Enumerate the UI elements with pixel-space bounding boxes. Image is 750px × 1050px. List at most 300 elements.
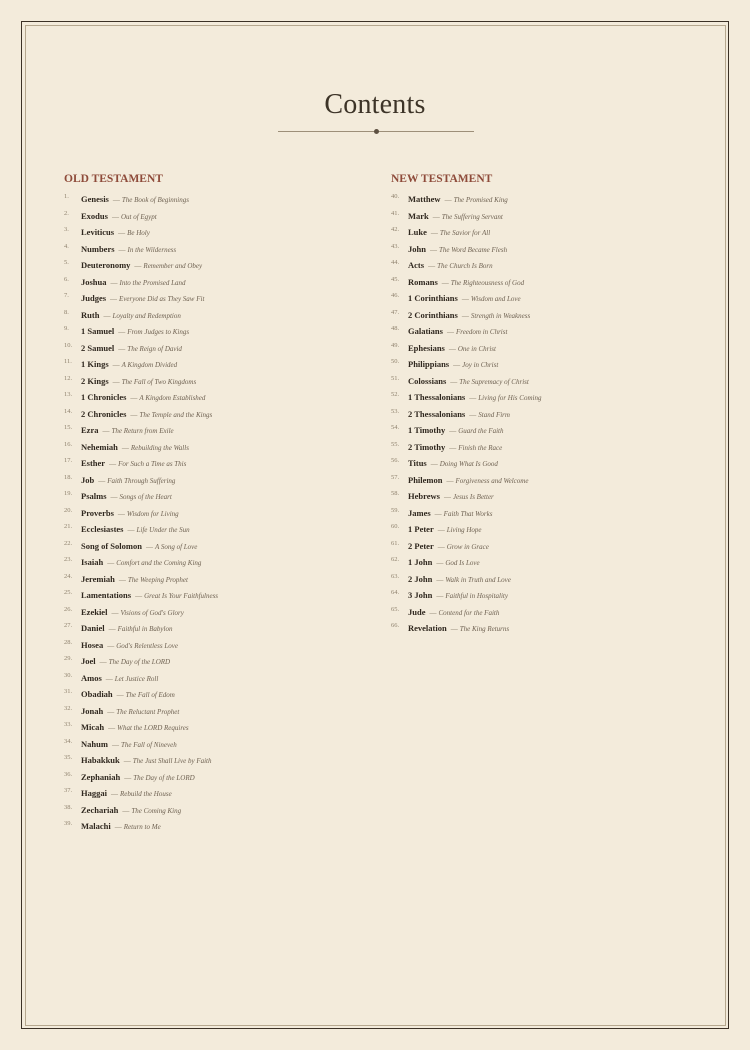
toc-entry[interactable] bbox=[64, 503, 218, 520]
entry-book-name: Ezra bbox=[81, 425, 99, 435]
toc-entry[interactable] bbox=[64, 338, 218, 355]
entry-separator: — bbox=[109, 460, 117, 468]
toc-entry[interactable] bbox=[64, 750, 218, 767]
entry-subtitle: Remember and Obey bbox=[143, 262, 203, 270]
entry-separator: — bbox=[430, 460, 438, 468]
entry-book-name: Esther bbox=[81, 458, 106, 468]
entry-book-name: Job bbox=[81, 474, 95, 485]
entry-separator: — bbox=[437, 526, 445, 534]
entry-book-name: Jude bbox=[408, 606, 426, 617]
entry-subtitle: Wisdom for Living bbox=[126, 509, 179, 518]
entry-separator: — bbox=[130, 410, 138, 419]
entry-separator: — bbox=[432, 212, 440, 221]
entry-book-name: Philemon bbox=[408, 474, 443, 485]
entry-separator: — bbox=[107, 559, 115, 567]
entry-subtitle: From Judges to Kings bbox=[127, 328, 190, 336]
toc-entry[interactable] bbox=[391, 536, 541, 553]
entry-subtitle: Stand Firm bbox=[478, 410, 510, 419]
toc-entry[interactable] bbox=[64, 239, 218, 256]
entry-number: 11. bbox=[64, 358, 72, 365]
entry-number: 60. bbox=[391, 523, 400, 530]
toc-entry[interactable] bbox=[391, 519, 541, 536]
entry-number: 59. bbox=[391, 506, 400, 514]
entry-number: 23. bbox=[64, 556, 73, 563]
entry-number: 28. bbox=[64, 638, 73, 646]
entry-number: 66. bbox=[391, 622, 400, 629]
entry-number: 50. bbox=[391, 358, 400, 365]
entry-number: 37. bbox=[64, 787, 73, 794]
entry-number: 51. bbox=[391, 374, 400, 382]
toc-entry[interactable] bbox=[64, 717, 218, 734]
entry-book-name: 2 Kings bbox=[81, 375, 109, 386]
entry-number: 9. bbox=[64, 325, 69, 332]
entry-book-name: 2 Thessalonians bbox=[408, 408, 466, 419]
entry-book-name: Acts bbox=[408, 260, 425, 270]
entry-separator: — bbox=[118, 344, 126, 353]
entry-book-name: 2 Samuel bbox=[81, 342, 115, 353]
entry-subtitle: The Fall of Two Kingdoms bbox=[121, 377, 197, 386]
entry-separator: — bbox=[469, 410, 477, 419]
entry-number: 31. bbox=[64, 688, 73, 695]
entry-number: 65. bbox=[391, 605, 400, 613]
entry-separator: — bbox=[461, 311, 469, 320]
toc-entry[interactable] bbox=[64, 453, 218, 470]
toc-entry[interactable] bbox=[391, 387, 541, 404]
toc-entry[interactable] bbox=[64, 470, 218, 487]
toc-entry[interactable] bbox=[64, 305, 218, 322]
entry-book-name: 2 Timothy bbox=[408, 441, 446, 452]
entry-number: 39. bbox=[64, 820, 73, 827]
entry-subtitle: The Righteousness of God bbox=[450, 278, 525, 287]
entry-subtitle: The Reluctant Prophet bbox=[116, 707, 180, 716]
toc-entry[interactable] bbox=[64, 668, 218, 685]
toc-entry[interactable] bbox=[391, 305, 541, 322]
entry-separator: — bbox=[118, 245, 126, 254]
entry-number: 10. bbox=[64, 341, 73, 349]
entry-number: 25. bbox=[64, 589, 73, 596]
entry-number: 5. bbox=[64, 259, 69, 266]
entry-separator: — bbox=[118, 229, 126, 237]
entry-subtitle: The Fall of Edom bbox=[125, 691, 175, 699]
toc-entry[interactable] bbox=[64, 569, 218, 586]
entry-separator: — bbox=[99, 658, 107, 666]
toc-entry[interactable] bbox=[64, 387, 218, 404]
entry-number: 45. bbox=[391, 275, 400, 283]
toc-entry[interactable] bbox=[391, 189, 541, 206]
entry-subtitle: Joy in Christ bbox=[462, 361, 499, 369]
entry-book-name: Jeremiah bbox=[81, 573, 115, 584]
toc-entry[interactable] bbox=[391, 338, 541, 355]
toc-entry[interactable] bbox=[64, 635, 218, 652]
entry-subtitle: Living for His Coming bbox=[478, 394, 542, 402]
entry-separator: — bbox=[118, 575, 126, 584]
entry-book-name: Obadiah bbox=[81, 689, 113, 699]
entry-subtitle: The Temple and the Kings bbox=[139, 410, 213, 419]
entry-book-name: Malachi bbox=[81, 821, 111, 831]
new-testament-list bbox=[391, 189, 541, 635]
entry-number: 2. bbox=[64, 209, 69, 217]
entry-subtitle: God Is Love bbox=[445, 559, 480, 567]
entry-book-name: Amos bbox=[81, 672, 102, 683]
entry-number: 35. bbox=[64, 754, 73, 761]
entry-subtitle: Forgiveness and Welcome bbox=[455, 476, 529, 485]
toc-entry[interactable] bbox=[64, 222, 218, 239]
entry-number: 12. bbox=[64, 374, 73, 382]
entry-subtitle: Strength in Weakness bbox=[470, 311, 531, 320]
toc-entry[interactable] bbox=[391, 272, 541, 289]
entry-book-name: 3 John bbox=[408, 590, 433, 600]
entry-subtitle: The Reign of David bbox=[127, 344, 182, 353]
entry-separator: — bbox=[446, 476, 454, 485]
toc-entry[interactable] bbox=[391, 239, 541, 256]
entry-book-name: Jonah bbox=[81, 705, 104, 716]
old-testament-heading: OLD TESTAMENT bbox=[64, 173, 163, 185]
entry-number: 8. bbox=[64, 308, 69, 316]
entry-separator: — bbox=[135, 592, 143, 600]
entry-number: 41. bbox=[391, 209, 400, 217]
entry-subtitle: God's Relentless Love bbox=[116, 641, 178, 650]
entry-subtitle: A Kingdom Established bbox=[139, 394, 206, 402]
entry-separator: — bbox=[448, 344, 456, 353]
entry-book-name: Judges bbox=[81, 293, 107, 303]
entry-subtitle: What the LORD Requires bbox=[117, 724, 189, 732]
entry-number: 61. bbox=[391, 539, 400, 547]
entry-number: 24. bbox=[64, 572, 73, 580]
entry-number: 58. bbox=[391, 490, 400, 497]
entry-book-name: 2 Peter bbox=[408, 540, 434, 551]
entry-number: 14. bbox=[64, 407, 73, 415]
entry-separator: — bbox=[110, 493, 118, 501]
toc-entry[interactable] bbox=[64, 816, 218, 833]
entry-subtitle: A Kingdom Divided bbox=[121, 361, 178, 369]
entry-separator: — bbox=[434, 509, 442, 518]
entry-subtitle: The Savior for All bbox=[439, 229, 491, 237]
entry-number: 55. bbox=[391, 440, 400, 448]
toc-entry[interactable] bbox=[64, 618, 218, 635]
entry-book-name: Hosea bbox=[81, 639, 104, 650]
entry-book-name: Colossians bbox=[408, 375, 447, 386]
entry-subtitle: Contend for the Faith bbox=[438, 608, 500, 617]
entry-subtitle: Rebuild the House bbox=[119, 790, 172, 798]
toc-entry[interactable] bbox=[64, 552, 218, 569]
entry-number: 20. bbox=[64, 506, 73, 514]
entry-book-name: Ezekiel bbox=[81, 606, 108, 617]
entry-subtitle: Grow in Grace bbox=[446, 542, 489, 551]
toc-entry[interactable] bbox=[391, 552, 541, 569]
entry-book-name: Nahum bbox=[81, 738, 108, 749]
entry-subtitle: Faith Through Suffering bbox=[107, 476, 176, 485]
entry-separator: — bbox=[116, 691, 124, 699]
entry-separator: — bbox=[436, 575, 444, 584]
entry-subtitle: The Church Is Born bbox=[437, 262, 493, 270]
toc-entry[interactable] bbox=[391, 321, 541, 338]
entry-subtitle: Freedom in Christ bbox=[455, 328, 508, 336]
toc-entry[interactable] bbox=[64, 701, 218, 718]
toc-entry[interactable] bbox=[391, 437, 541, 454]
old-testament-list bbox=[64, 189, 218, 833]
entry-separator: — bbox=[107, 707, 115, 716]
entry-book-name: Mark bbox=[408, 210, 429, 221]
toc-entry[interactable] bbox=[64, 189, 218, 206]
entry-separator: — bbox=[122, 806, 130, 815]
entry-book-name: Haggai bbox=[81, 788, 107, 798]
entry-subtitle: The Weeping Prophet bbox=[127, 575, 188, 584]
entry-book-name: 1 Kings bbox=[81, 359, 109, 369]
entry-number: 53. bbox=[391, 407, 400, 415]
entry-book-name: Numbers bbox=[81, 243, 115, 254]
entry-book-name: Isaiah bbox=[81, 557, 104, 567]
entry-subtitle: Jesus Is Better bbox=[452, 493, 494, 501]
page-title: Contents bbox=[324, 88, 426, 120]
entry-separator: — bbox=[461, 295, 469, 303]
entry-book-name: Lamentations bbox=[81, 590, 132, 600]
entry-subtitle: Everyone Did as They Saw Fit bbox=[119, 295, 205, 303]
toc-entry[interactable] bbox=[64, 651, 218, 668]
entry-book-name: Deuteronomy bbox=[81, 260, 131, 270]
entry-number: 27. bbox=[64, 622, 73, 629]
entry-separator: — bbox=[124, 773, 132, 782]
entry-separator: — bbox=[111, 608, 119, 617]
entry-number: 40. bbox=[391, 193, 400, 200]
toc-entry[interactable] bbox=[391, 470, 541, 487]
entry-number: 3. bbox=[64, 226, 69, 233]
toc-entry[interactable] bbox=[391, 503, 541, 520]
entry-book-name: Nehemiah bbox=[81, 441, 118, 452]
new-testament-column bbox=[391, 172, 541, 635]
entry-number: 48. bbox=[391, 325, 400, 332]
entry-subtitle: The Promised King bbox=[453, 196, 508, 204]
entry-number: 1. bbox=[64, 193, 69, 200]
entry-book-name: Ecclesiastes bbox=[81, 524, 124, 534]
entry-separator: — bbox=[103, 311, 111, 320]
entry-number: 52. bbox=[391, 391, 400, 398]
entry-number: 49. bbox=[391, 341, 400, 349]
entry-separator: — bbox=[429, 245, 437, 254]
entry-separator: — bbox=[436, 559, 444, 567]
toc-entry[interactable] bbox=[64, 783, 218, 800]
entry-number: 19. bbox=[64, 490, 73, 497]
entry-number: 33. bbox=[64, 721, 73, 728]
entry-book-name: 1 Samuel bbox=[81, 326, 115, 336]
toc-entry[interactable] bbox=[391, 602, 541, 619]
entry-separator: — bbox=[450, 625, 458, 633]
entry-separator: — bbox=[449, 427, 457, 435]
entry-separator: — bbox=[469, 394, 477, 402]
entry-separator: — bbox=[105, 674, 113, 683]
entry-subtitle: Guard the Faith bbox=[458, 427, 504, 435]
entry-subtitle: Faithful in Hospitality bbox=[445, 592, 508, 600]
toc-entry[interactable] bbox=[64, 288, 218, 305]
entry-separator: — bbox=[444, 196, 452, 204]
entry-subtitle: Walk in Truth and Love bbox=[445, 575, 511, 584]
entry-book-name: Revelation bbox=[408, 623, 447, 633]
entry-number: 21. bbox=[64, 523, 73, 530]
entry-subtitle: Faithful in Babylon bbox=[117, 625, 173, 633]
entry-subtitle: Visions of God's Glory bbox=[120, 608, 184, 617]
entry-separator: — bbox=[108, 724, 116, 732]
entry-separator: — bbox=[110, 295, 118, 303]
toc-entry[interactable] bbox=[64, 404, 218, 421]
entry-separator: — bbox=[127, 526, 135, 534]
entry-book-name: 1 Chronicles bbox=[81, 392, 127, 402]
entry-book-name: Hebrews bbox=[408, 491, 440, 501]
entry-subtitle: The Book of Beginnings bbox=[121, 196, 189, 204]
toc-entry[interactable] bbox=[64, 272, 218, 289]
entry-book-name: Daniel bbox=[81, 623, 105, 633]
entry-separator: — bbox=[446, 328, 454, 336]
entry-book-name: Joel bbox=[81, 656, 96, 666]
toc-entry[interactable] bbox=[64, 684, 218, 701]
entry-separator: — bbox=[108, 625, 116, 633]
toc-entry[interactable] bbox=[391, 206, 541, 223]
toc-entry[interactable] bbox=[391, 569, 541, 586]
entry-subtitle: Into the Promised Land bbox=[119, 278, 186, 287]
entry-separator: — bbox=[98, 476, 106, 485]
entry-separator: — bbox=[123, 757, 131, 765]
entry-separator: — bbox=[130, 394, 138, 402]
toc-entry[interactable] bbox=[391, 618, 541, 635]
toc-entry[interactable] bbox=[64, 371, 218, 388]
entry-book-name: Zechariah bbox=[81, 804, 119, 815]
entry-number: 54. bbox=[391, 424, 400, 431]
entry-separator: — bbox=[436, 592, 444, 600]
entry-book-name: Ruth bbox=[81, 309, 100, 320]
entry-subtitle: Out of Egypt bbox=[120, 212, 157, 221]
entry-number: 18. bbox=[64, 473, 73, 481]
entry-number: 30. bbox=[64, 671, 73, 679]
entry-number: 7. bbox=[64, 292, 69, 299]
toc-entry[interactable] bbox=[64, 321, 218, 338]
entry-subtitle: The Return from Exile bbox=[111, 427, 174, 435]
entry-subtitle: The Coming King bbox=[131, 806, 182, 815]
toc-entry[interactable] bbox=[64, 206, 218, 223]
entry-subtitle: The King Returns bbox=[459, 625, 510, 633]
entry-subtitle: Faith That Works bbox=[443, 509, 493, 518]
toc-entry[interactable] bbox=[391, 420, 541, 437]
entry-separator: — bbox=[110, 278, 118, 287]
toc-entry[interactable] bbox=[391, 354, 541, 371]
entry-separator: — bbox=[145, 542, 153, 551]
entry-book-name: 2 John bbox=[408, 573, 433, 584]
entry-book-name: Song of Solomon bbox=[81, 540, 142, 551]
entry-number: 6. bbox=[64, 275, 69, 283]
entry-number: 32. bbox=[64, 704, 73, 712]
entry-subtitle: Songs of the Heart bbox=[119, 493, 172, 501]
toc-entry[interactable] bbox=[64, 767, 218, 784]
entry-separator: — bbox=[112, 361, 120, 369]
entry-separator: — bbox=[428, 262, 436, 270]
entry-book-name: Zephaniah bbox=[81, 771, 121, 782]
entry-number: 56. bbox=[391, 457, 400, 464]
entry-subtitle: In the Wilderness bbox=[127, 245, 177, 254]
entry-separator: — bbox=[121, 443, 129, 452]
entry-separator: — bbox=[443, 493, 451, 501]
entry-book-name: 1 Timothy bbox=[408, 425, 446, 435]
entry-subtitle: The Suffering Servant bbox=[441, 212, 503, 221]
entry-separator: — bbox=[111, 740, 119, 749]
entry-number: 29. bbox=[64, 655, 73, 662]
toc-entry[interactable] bbox=[391, 585, 541, 602]
entry-number: 44. bbox=[391, 259, 400, 266]
entry-number: 34. bbox=[64, 737, 73, 745]
toc-entry[interactable] bbox=[64, 437, 218, 454]
entry-subtitle: Wisdom and Love bbox=[470, 295, 521, 303]
toc-entry[interactable] bbox=[391, 371, 541, 388]
entry-book-name: Genesis bbox=[81, 194, 109, 204]
entry-book-name: Titus bbox=[408, 458, 427, 468]
entry-book-name: Philippians bbox=[408, 359, 450, 369]
toc-entry[interactable] bbox=[64, 585, 218, 602]
toc-entry[interactable] bbox=[64, 255, 218, 272]
toc-entry[interactable] bbox=[391, 404, 541, 421]
toc-entry[interactable] bbox=[64, 519, 218, 536]
entry-subtitle: Loyalty and Redemption bbox=[112, 311, 181, 320]
toc-entry[interactable] bbox=[391, 222, 541, 239]
entry-number: 16. bbox=[64, 440, 73, 448]
entry-subtitle: Return to Me bbox=[123, 823, 161, 831]
toc-entry[interactable] bbox=[64, 420, 218, 437]
toc-entry[interactable] bbox=[391, 453, 541, 470]
toc-entry[interactable] bbox=[64, 602, 218, 619]
entry-separator: — bbox=[437, 542, 445, 551]
entry-separator: — bbox=[450, 377, 458, 386]
entry-subtitle: A Song of Love bbox=[154, 542, 198, 551]
entry-book-name: Proverbs bbox=[81, 507, 114, 518]
entry-separator: — bbox=[134, 262, 142, 270]
entry-book-name: John bbox=[408, 243, 426, 254]
entry-number: 43. bbox=[391, 242, 400, 250]
toc-entry[interactable] bbox=[64, 354, 218, 371]
entry-separator: — bbox=[114, 823, 122, 831]
toc-entry[interactable] bbox=[64, 734, 218, 751]
toc-entry[interactable] bbox=[64, 536, 218, 553]
entry-number: 17. bbox=[64, 457, 73, 464]
entry-number: 42. bbox=[391, 226, 400, 233]
toc-entry[interactable] bbox=[391, 288, 541, 305]
entry-subtitle: Great Is Your Faithfulness bbox=[144, 592, 219, 600]
entry-separator: — bbox=[107, 641, 115, 650]
entry-separator: — bbox=[118, 328, 126, 336]
entry-book-name: Habakkuk bbox=[81, 755, 120, 765]
entry-subtitle: Rebuilding the Walls bbox=[130, 443, 189, 452]
entry-separator: — bbox=[453, 361, 461, 369]
entry-separator: — bbox=[111, 212, 119, 221]
entry-book-name: 1 Peter bbox=[408, 524, 434, 534]
entry-number: 36. bbox=[64, 770, 73, 778]
entry-book-name: Micah bbox=[81, 722, 105, 732]
entry-subtitle: Living Hope bbox=[446, 526, 482, 534]
entry-number: 38. bbox=[64, 803, 73, 811]
toc-entry[interactable] bbox=[391, 486, 541, 503]
toc-entry[interactable] bbox=[391, 255, 541, 272]
entry-book-name: Romans bbox=[408, 276, 438, 287]
entry-subtitle: Be Holy bbox=[127, 229, 150, 237]
entry-separator: — bbox=[441, 278, 449, 287]
entry-number: 64. bbox=[391, 589, 400, 596]
entry-subtitle: Finish the Race bbox=[458, 443, 503, 452]
entry-number: 13. bbox=[64, 391, 73, 398]
entry-number: 4. bbox=[64, 242, 69, 250]
entry-subtitle: Life Under the Sun bbox=[136, 526, 190, 534]
entry-subtitle: The Word Became Flesh bbox=[438, 245, 508, 254]
entry-number: 47. bbox=[391, 308, 400, 316]
entry-subtitle: Let Justice Roll bbox=[114, 674, 159, 683]
toc-entry[interactable] bbox=[64, 800, 218, 817]
entry-number: 26. bbox=[64, 605, 73, 613]
entry-separator: — bbox=[449, 443, 457, 452]
toc-entry[interactable] bbox=[64, 486, 218, 503]
entry-book-name: Leviticus bbox=[81, 227, 115, 237]
